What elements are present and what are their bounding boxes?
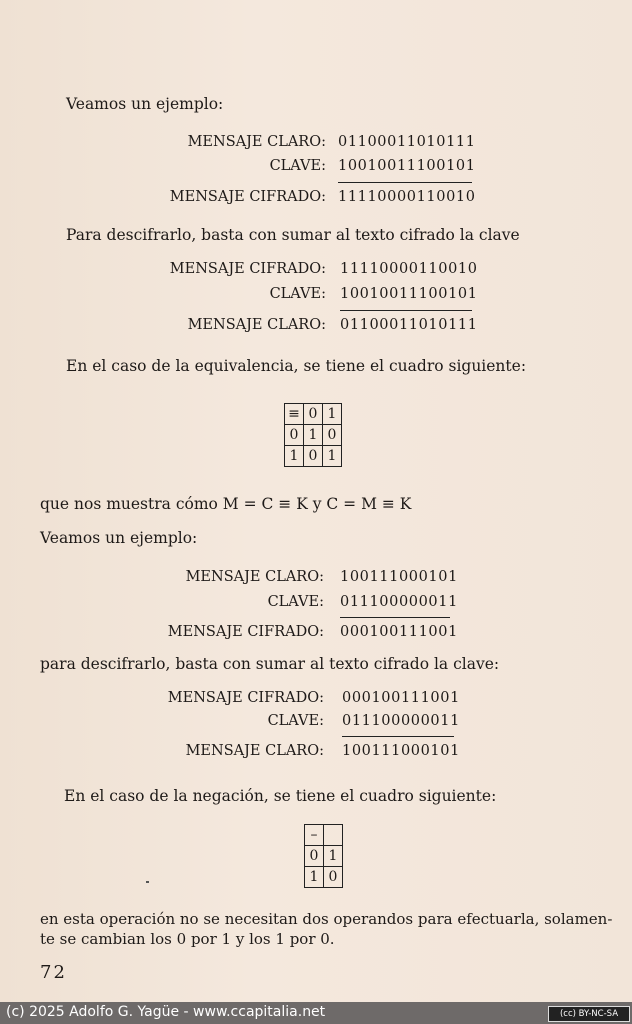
ex1-label-1: MENSAJE CLARO: (187, 134, 326, 150)
ex2-label-1: MENSAJE CIFRADO: (169, 261, 326, 277)
paragraph-decrypt-1: Para descifrarlo, basta con sumar al texto cifrado la clave (66, 226, 520, 244)
neg-cell (324, 825, 343, 846)
page-number: 72 (40, 962, 67, 983)
license-badge: (cc) BY-NC-SA (548, 1006, 630, 1022)
paragraph-formula: que nos muestra cómo M = C ≡ K y C = M ≡ K (40, 495, 412, 513)
intro-text-2: Veamos un ejemplo: (40, 529, 198, 547)
paragraph-closing-line-2: te se cambian los 0 por 1 y los 1 por 0. (40, 930, 335, 948)
ex2-label-3: MENSAJE CLARO: (187, 317, 326, 333)
ex1-label-3: MENSAJE CIFRADO: (169, 189, 326, 205)
ex3-label-2: CLAVE: (267, 594, 324, 610)
ex2-value-2: 10010011100101 (340, 286, 478, 302)
equiv-cell: 1 (323, 446, 342, 467)
ex4-value-2: 011100000011 (342, 713, 460, 729)
ex3-label-1: MENSAJE CLARO: (185, 569, 324, 585)
ex1-label-2: CLAVE: (269, 158, 326, 174)
intro-text-1: Veamos un ejemplo: (66, 95, 224, 113)
ex1-value-2: 10010011100101 (338, 158, 476, 174)
neg-cell: – (305, 825, 324, 846)
ink-speck (146, 881, 149, 883)
paragraph-decrypt-2: para descifrarlo, basta con sumar al texto cifrado la clave: (40, 655, 500, 673)
ex3-value-2: 011100000011 (340, 594, 458, 610)
ex2-value-3: 01100011010111 (340, 317, 478, 333)
ex3-value-3: 000100111001 (340, 624, 458, 640)
equiv-cell: 0 (304, 446, 323, 467)
equiv-cell: 1 (323, 404, 342, 425)
ex2-sum-line (340, 310, 472, 311)
ex1-value-1: 01100011010111 (338, 134, 476, 150)
ex2-value-1: 11110000110010 (340, 261, 478, 277)
footer-credit: (c) 2025 Adolfo G. Yagüe - www.ccapitalia.net (6, 1004, 326, 1020)
ex4-label-3: MENSAJE CLARO: (185, 743, 324, 759)
copyright-footer (0, 1002, 632, 1024)
ex4-sum-line (342, 736, 454, 737)
neg-cell: 1 (324, 846, 343, 867)
ex2-label-2: CLAVE: (269, 286, 326, 302)
equiv-cell: 0 (285, 425, 304, 446)
equiv-cell: 1 (285, 446, 304, 467)
ex1-sum-line (338, 182, 472, 183)
ex3-label-3: MENSAJE CIFRADO: (167, 624, 324, 640)
equiv-cell: 0 (323, 425, 342, 446)
neg-cell: 1 (305, 867, 324, 888)
paragraph-negation: En el caso de la negación, se tiene el cuadro siguiente: (64, 787, 497, 805)
neg-cell: 0 (305, 846, 324, 867)
ex3-sum-line (340, 617, 450, 618)
equiv-cell: 0 (304, 404, 323, 425)
ex4-value-1: 000100111001 (342, 690, 460, 706)
equiv-cell: 1 (304, 425, 323, 446)
ex3-value-1: 100111000101 (340, 569, 458, 585)
ex1-value-3: 11110000110010 (338, 189, 476, 205)
equivalence-truth-table (284, 403, 342, 467)
ex4-label-2: CLAVE: (267, 713, 324, 729)
ex4-value-3: 100111000101 (342, 743, 460, 759)
paragraph-equivalence: En el caso de la equivalencia, se tiene el cuadro siguiente: (66, 357, 527, 375)
ex4-label-1: MENSAJE CIFRADO: (167, 690, 324, 706)
negation-truth-table (304, 824, 343, 888)
paragraph-closing-line-1: en esta operación no se necesitan dos operandos para efectuarla, solamen- (40, 910, 613, 928)
neg-cell: 0 (324, 867, 343, 888)
equiv-cell: ≡ (285, 404, 304, 425)
